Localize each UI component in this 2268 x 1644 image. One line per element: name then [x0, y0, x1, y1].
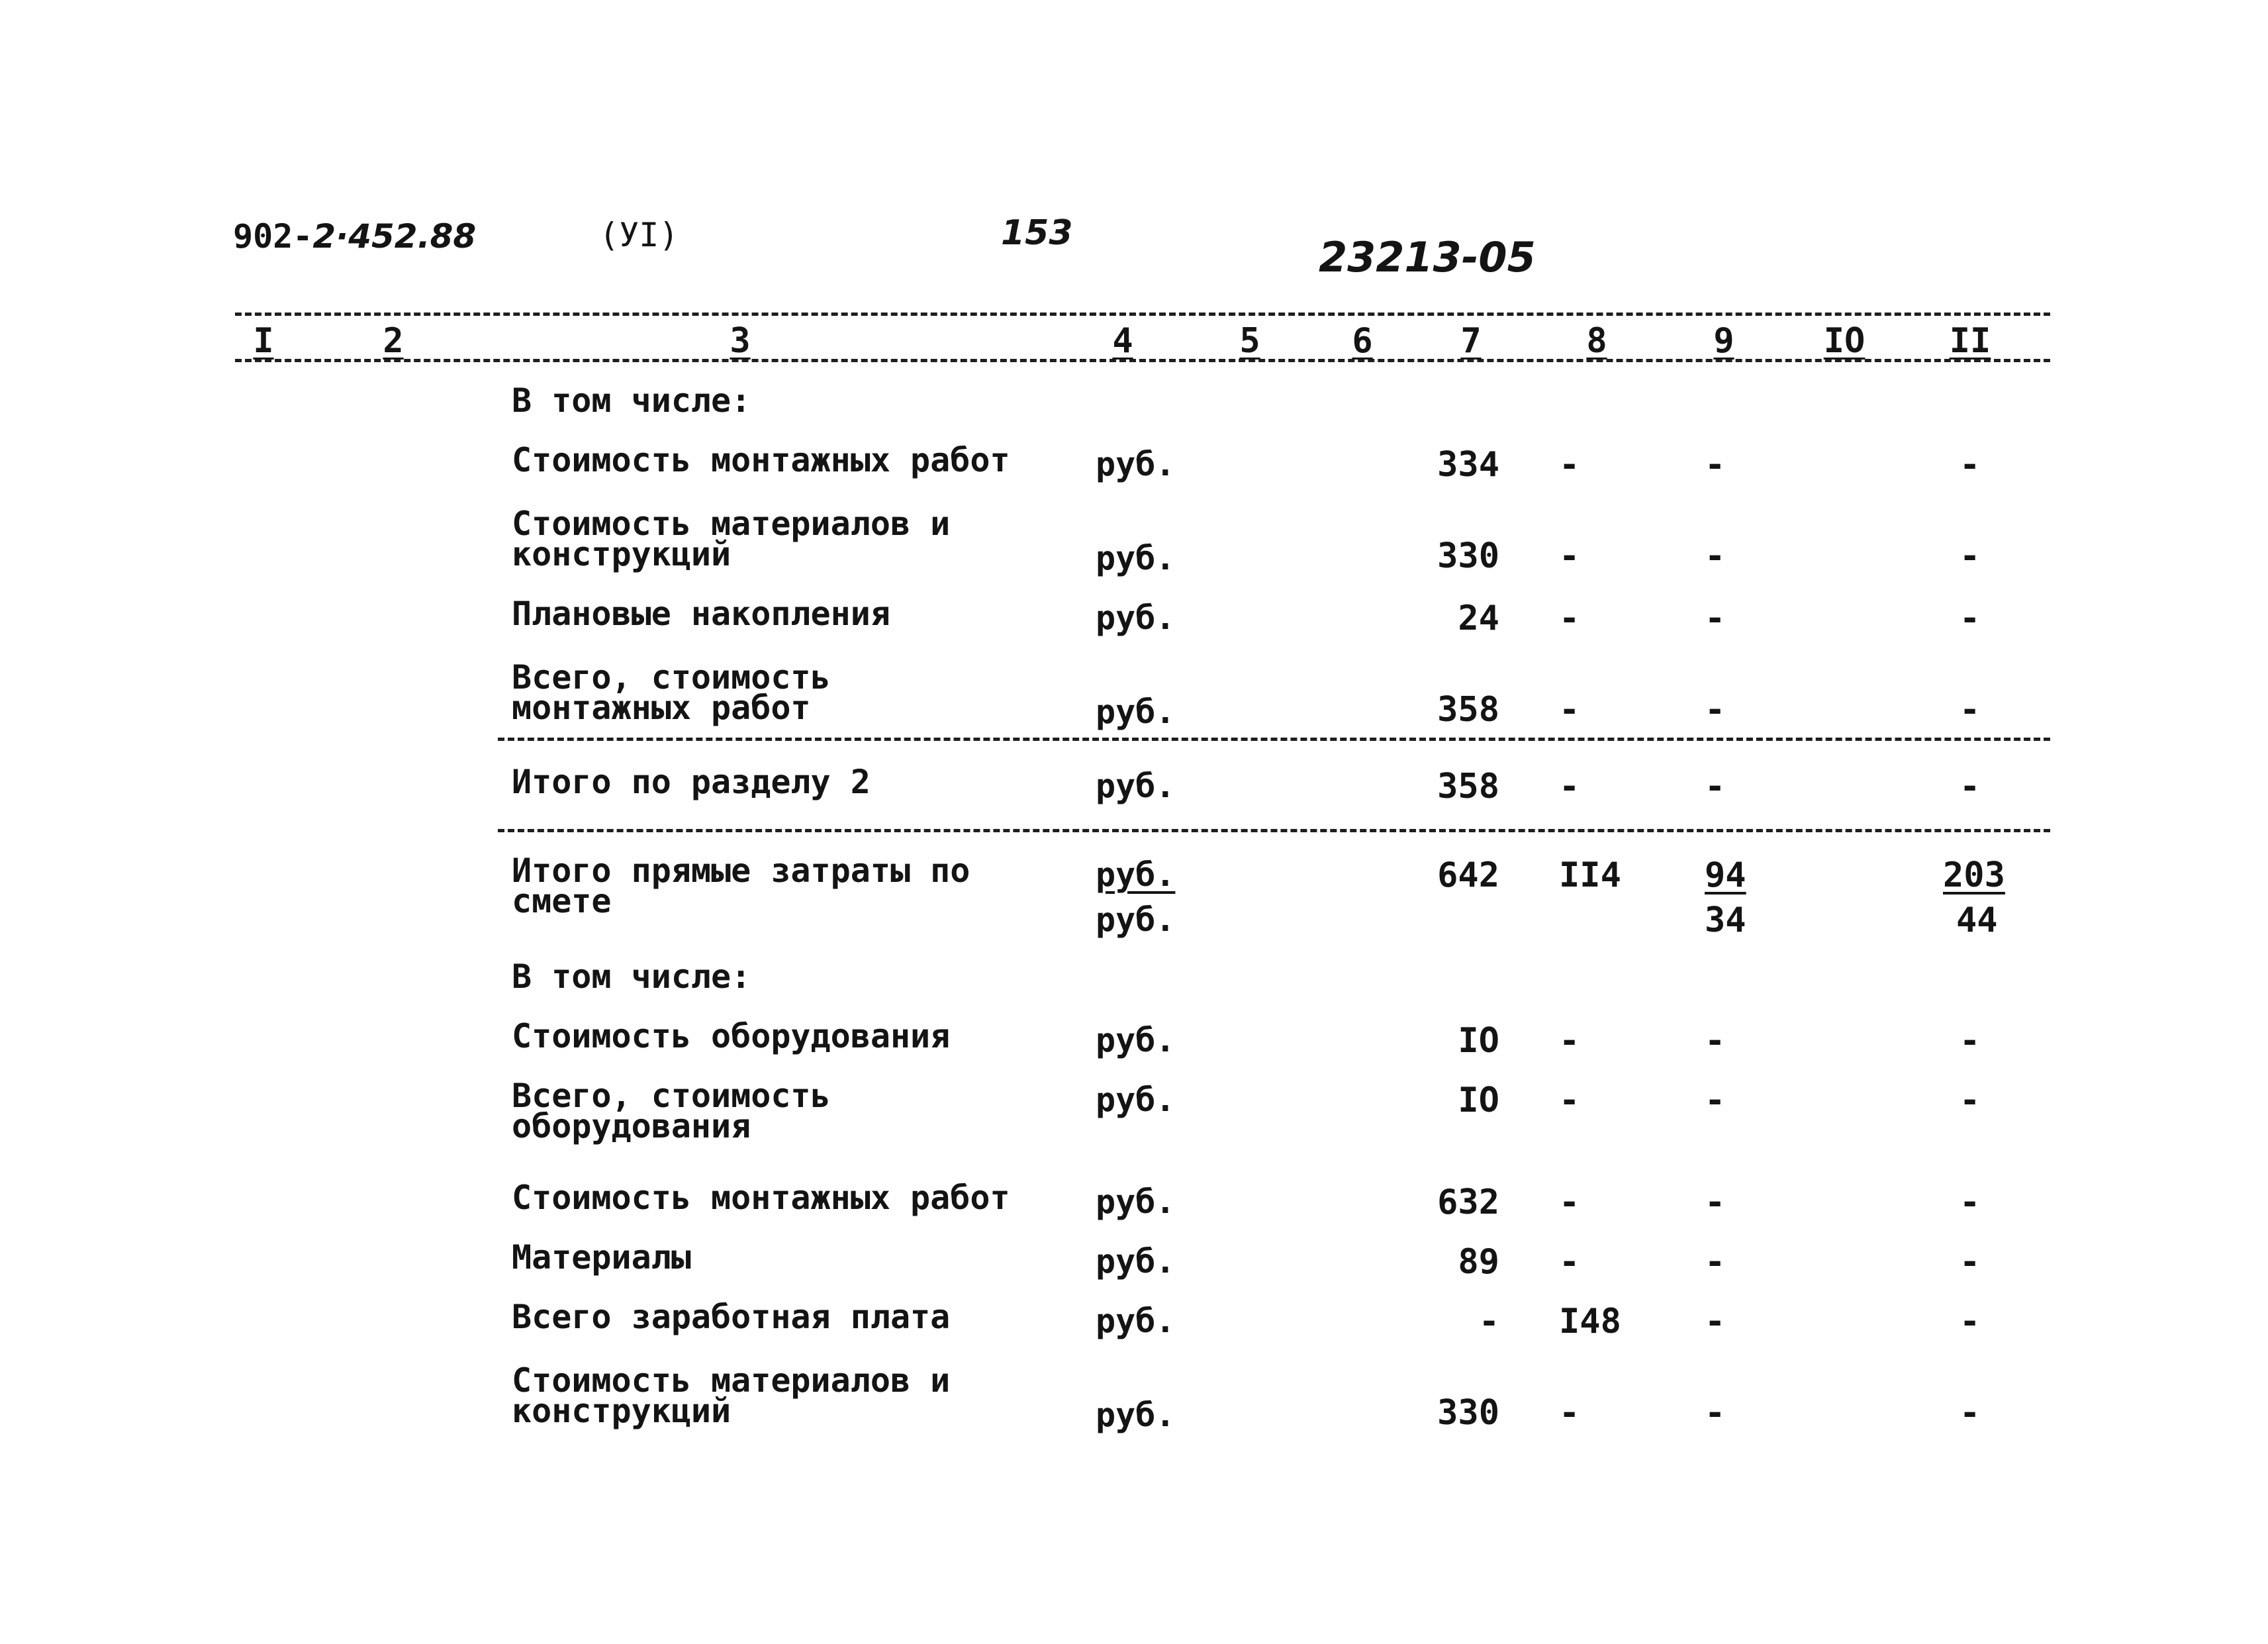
row-value-col9: - — [1705, 1021, 1726, 1061]
row-value-col7: 632 — [1437, 1183, 1499, 1222]
row-value-col8: - — [1559, 536, 1580, 576]
row-description: Стоимость монтажных работ — [512, 1179, 1010, 1217]
row-value-col9: - — [1705, 690, 1726, 730]
column-number-6: 6 — [1352, 321, 1373, 361]
row-value-col8: I48 — [1559, 1302, 1621, 1341]
row-value-col8: - — [1559, 1081, 1580, 1120]
row-value-col8: - — [1559, 1393, 1580, 1433]
row-value-col7: 334 — [1437, 445, 1499, 485]
document-code-handwritten: 2·452.88 — [312, 217, 477, 256]
column-number-2: 2 — [383, 321, 404, 361]
column-number-1: I — [253, 321, 274, 361]
page-number: 153 — [1001, 213, 1073, 253]
row-unit-second: руб. — [1096, 900, 1176, 939]
row-value-col9: - — [1705, 1183, 1726, 1222]
row-unit: руб. — [1096, 1021, 1176, 1059]
row-value-col8: - — [1559, 767, 1580, 806]
row-value-col8: - — [1559, 1021, 1580, 1061]
row-value-col7: 330 — [1437, 1393, 1499, 1433]
row-description: Всего заработная плата — [512, 1298, 951, 1336]
header-rule-top — [235, 313, 2050, 316]
row-unit: руб. — [1096, 855, 1176, 894]
row-value-col8: - — [1559, 445, 1580, 485]
row-description: Всего, стоимость оборудования — [512, 1077, 831, 1145]
row-unit: руб. — [1096, 1183, 1176, 1221]
row-unit: руб. — [1096, 767, 1176, 805]
row-value-col8: - — [1559, 690, 1580, 730]
row-value-col11: - — [1960, 1021, 1981, 1061]
row-value-col11: - — [1960, 1302, 1981, 1341]
document-part: (УI) — [599, 216, 679, 254]
row-unit: руб. — [1096, 1242, 1176, 1281]
row-description: Материалы — [512, 1238, 691, 1277]
album-code: 23213-05 — [1319, 233, 1536, 281]
row-value-col11: - — [1960, 599, 1981, 638]
column-number-9: 9 — [1713, 321, 1734, 361]
document-code-prefix: 902- — [233, 217, 313, 256]
row-description: Стоимость материалов и конструкций — [512, 1361, 951, 1430]
column-number-8: 8 — [1586, 321, 1607, 361]
row-description: Плановые накопления — [512, 595, 890, 633]
column-number-11: II — [1949, 321, 1991, 361]
row-description: Стоимость материалов и конструкций — [512, 505, 951, 573]
row-unit: руб. — [1096, 1302, 1176, 1340]
row-value-col7: 358 — [1437, 690, 1499, 730]
row-description: Всего, стоимость монтажных работ — [512, 658, 831, 727]
row-value-col8: - — [1559, 1183, 1580, 1222]
row-value-col7: 89 — [1458, 1242, 1499, 1282]
row-value-col11-denominator: 44 — [1956, 900, 1998, 940]
row-value-col9: - — [1705, 1242, 1726, 1282]
row-unit: руб. — [1096, 1081, 1176, 1119]
row-description: В том числе: — [512, 957, 751, 996]
row-description: Итого прямые затраты по смете — [512, 851, 970, 920]
row-value-col7: 330 — [1437, 536, 1499, 576]
header-rule-bottom — [235, 359, 2050, 362]
row-value-col7: 642 — [1437, 855, 1499, 895]
row-value-col9: - — [1705, 1302, 1726, 1341]
row-value-col9-denominator: 34 — [1705, 900, 1746, 940]
row-value-col11: - — [1960, 1081, 1981, 1120]
row-value-col9: - — [1705, 1393, 1726, 1433]
row-description: Стоимость оборудования — [512, 1017, 951, 1055]
row-value-col11: - — [1960, 1183, 1981, 1222]
column-number-7: 7 — [1460, 321, 1482, 361]
row-unit: руб. — [1096, 445, 1176, 483]
row-value-col11: - — [1960, 767, 1981, 806]
row-value-col9: - — [1705, 445, 1726, 485]
row-description: Итого по разделу 2 — [512, 763, 871, 801]
row-value-col11: - — [1960, 1242, 1981, 1282]
row-value-col11-numerator: 203 — [1943, 855, 2005, 895]
document-code — [233, 217, 476, 256]
row-value-col8: - — [1559, 599, 1580, 638]
row-value-col11: - — [1960, 445, 1981, 485]
row-value-col9-numerator: 94 — [1705, 855, 1746, 895]
row-value-col7: 358 — [1437, 767, 1499, 806]
column-number-5: 5 — [1239, 321, 1260, 361]
row-value-col9: - — [1705, 599, 1726, 638]
row-value-col9: - — [1705, 1081, 1726, 1120]
row-value-col8: II4 — [1559, 855, 1621, 895]
row-unit: руб. — [1096, 1396, 1176, 1434]
section-rule — [498, 829, 2050, 832]
row-unit: руб. — [1096, 693, 1176, 731]
row-value-col11: - — [1960, 536, 1981, 576]
row-value-col11: - — [1960, 690, 1981, 730]
row-value-col9: - — [1705, 536, 1726, 576]
section-rule — [498, 738, 2050, 741]
row-value-col7: IO — [1458, 1081, 1499, 1120]
column-number-4: 4 — [1112, 321, 1133, 361]
row-value-col9: - — [1705, 767, 1726, 806]
row-value-col7: - — [1478, 1302, 1499, 1341]
row-description: В том числе: — [512, 381, 751, 420]
row-unit: руб. — [1096, 539, 1176, 577]
column-number-10: IO — [1823, 321, 1866, 361]
column-number-3: 3 — [730, 321, 751, 361]
row-unit: руб. — [1096, 599, 1176, 637]
row-value-col8: - — [1559, 1242, 1580, 1282]
row-description: Стоимость монтажных работ — [512, 441, 1010, 479]
row-value-col7: IO — [1458, 1021, 1499, 1061]
row-value-col11: - — [1960, 1393, 1981, 1433]
row-value-col7: 24 — [1458, 599, 1499, 638]
